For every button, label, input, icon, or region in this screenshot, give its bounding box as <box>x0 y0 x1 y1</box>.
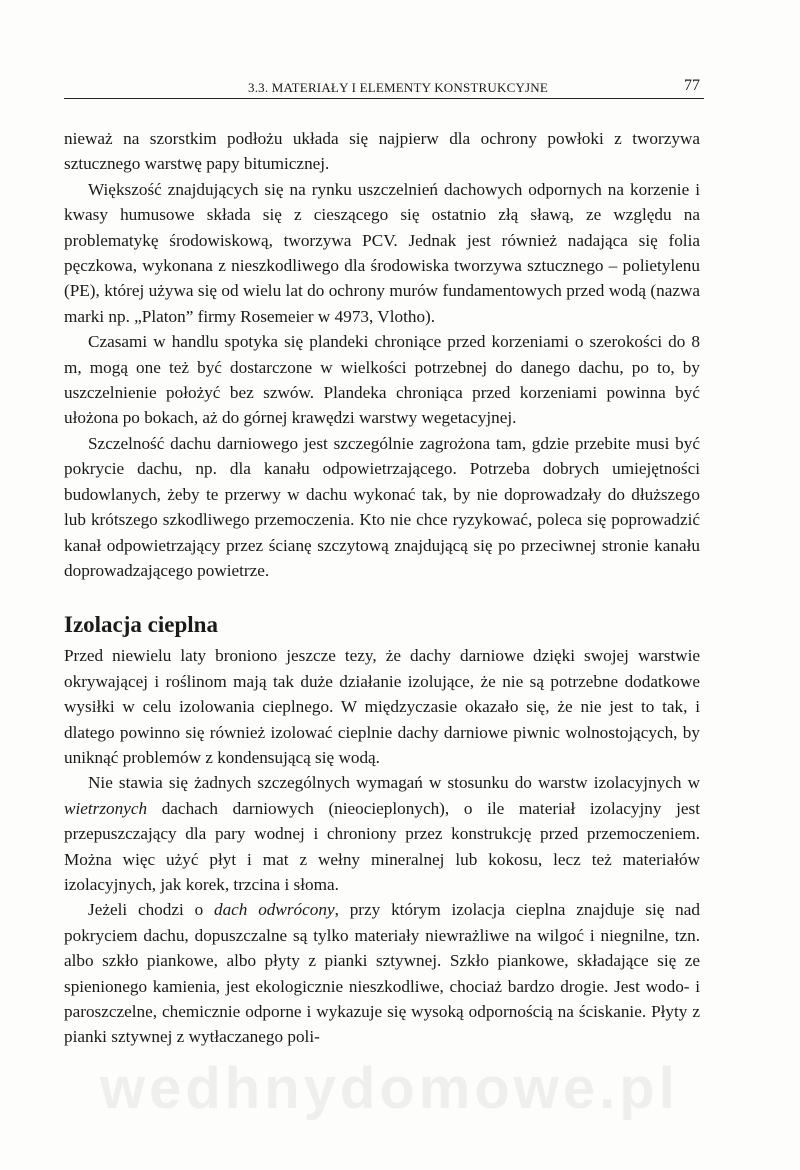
watermark: wedhnydomowe.pl <box>100 1056 679 1121</box>
body-text <box>64 126 700 1050</box>
text-run: Nie stawia się żadnych szczególnych wymagań w stosunku do warstw izolacyjnych w <box>88 773 700 793</box>
running-header <box>64 76 704 99</box>
emphasis: wietrzonych <box>64 798 148 818</box>
paragraph-pcv: Większość znajdujących się na rynku uszczelnień dachowych odpornych na korzenie i kwasy humusowe składa się z cieszącego się ostatnio złą sławą, ze względu na problematykę środowiskową, tworzywa PCV. Jednak jest również nadająca się folia pęczkowa, wykonana z nieszkodliwego dla środowiska tworzywa sztucznego – polietylenu (PE), której używa się od wielu lat do ochrony murów fundamentowych przed wodą (nazwa marki np. „Platon” firmy Rosemeier w 4973, Vlotho). <box>64 179 700 326</box>
paragraph-szczelnosc: Szczelność dachu darniowego jest szczególnie zagrożona tam, gdzie przebite musi być pokrycie dachu, np. dla kanału odpowietrzającego. Potrzeba dobrych umiejętności budowlanych, żeby te przerwy w dachu wykonać tak, by nie doprowadzały do dłuższego lub krótszego szkodliwego przemoczenia. Kto nie chce ryzykować, poleca się poprowadzić kanał odpowietrzający przez ścianę szczytową znajdującą się po przeciwnej stronie kanału doprowadzającego powietrze. <box>64 433 700 580</box>
section-title: 3.3. MATERIAŁY I ELEMENTY KONSTRUKCYJNE <box>248 80 549 95</box>
paragraph-wietrzone <box>64 770 700 897</box>
paragraph-plandeki: Czasami w handlu spotyka się plandeki chroniące przed korzeniami o szerokości do 8 m, mogą one też być dostarczone w wielkości potrzebnej do danego dachu, po to, by uszczelnienie położyć bez szwów. Plandeka chroniąca przed korzeniami powinna być ułożona po bokach, aż do górnej krawędzi warstwy wegetacyjnej. <box>64 332 700 428</box>
emphasis: dach odwrócony <box>213 900 335 920</box>
text-run: , przy którym izolacja cieplna znajduje się nad pokryciem dachu, dopuszczalne są tylko materiały niewrażliwe na wilgoć i niegnilne, tzn. albo szkło piankowe, albo płyty z pianki sztywnej. Szkło piankowe, składające się ze spienionego kamienia, jest ekologicznie nieszkodliwe, chociaż bardzo drogie. Jest wodo- i paroszczelne, chemicznie odporne i wykazuje się wysoką odpornością na ściskanie. Płyty z pianki sztywnej z wytłaczanego poli- <box>64 900 700 1047</box>
paragraph-dach-odwrocony <box>64 897 700 1049</box>
page-number: 77 <box>684 77 700 94</box>
paragraph-izolacja-intro: Przed niewielu laty broniono jeszcze tezy, że dachy darniowe dzięki swojej warstwie okrywającej i roślinom mają tak duże działanie izolujące, że nie są potrzebne dodatkowe wysiłki w celu izolowania cieplnego. W międzyczasie okazało się, że nie jest to tak, i dlatego powinno się również izolować cieplnie dachy darniowe piwnic wolnostojących, by uniknąć problemów z kondensującą się wodą. <box>64 646 700 767</box>
section-heading: Izolacja cieplna <box>64 612 218 638</box>
text-run: dachach darniowych (nieocieplonych), o ile materiał izolacyjny jest przepuszczający dla pary wodnej i chroniony przez konstrukcję przed przemoczeniem. Można więc użyć płyt i mat z wełny mineralnej lub kokosu, lecz też materiałów izolacyjnych, jak korek, trzcina i słoma. <box>64 798 700 894</box>
paragraph-continuation: nieważ na szorstkim podłożu układa się najpierw dla ochrony powłoki z tworzywa sztucznego warstwę papy bitumicznej. <box>64 129 700 174</box>
text-run: Jeżeli chodzi o <box>88 900 214 920</box>
